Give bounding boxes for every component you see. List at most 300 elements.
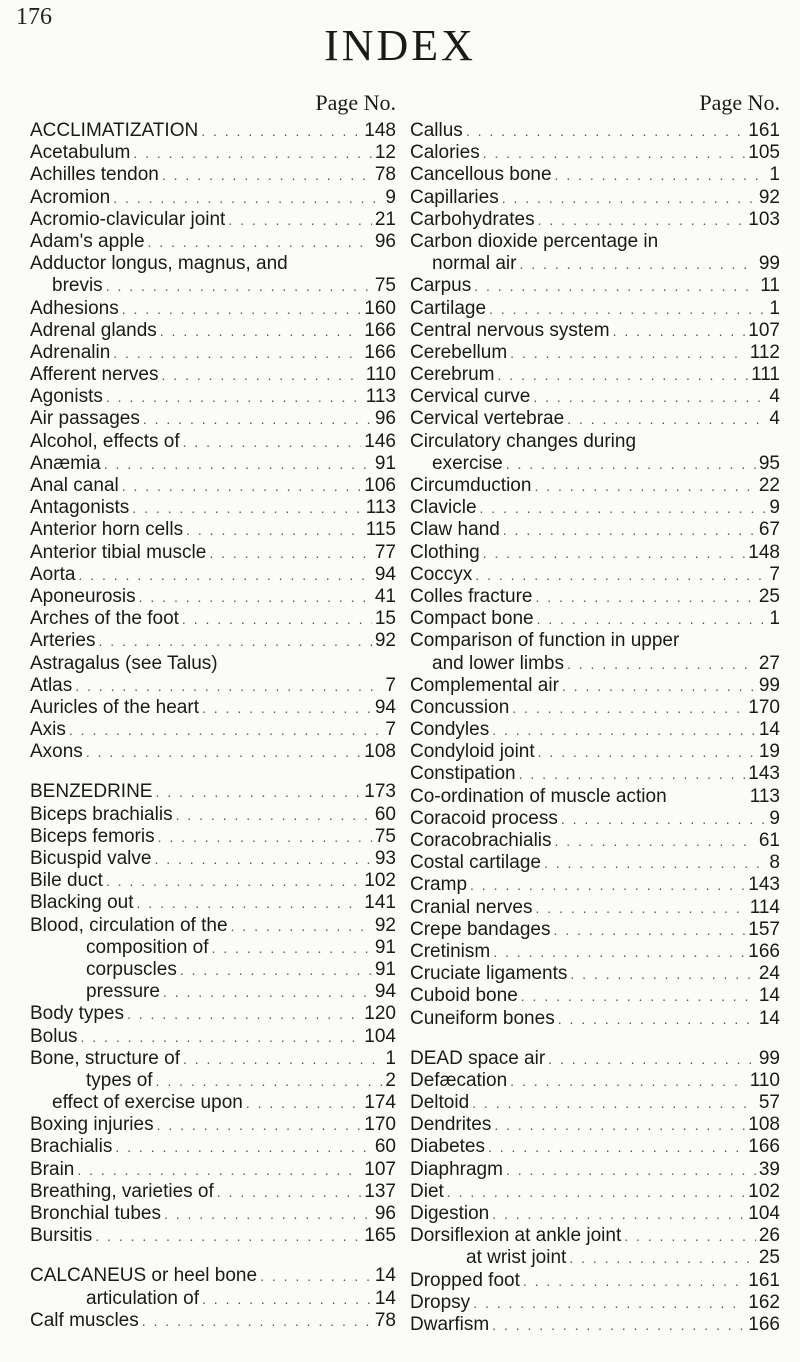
entry-term: Compact bone: [410, 608, 534, 630]
entry-page: 91: [374, 936, 396, 958]
entry-page: 15: [374, 608, 396, 630]
index-entry: [410, 1270, 780, 1292]
index-entry: [30, 741, 396, 763]
entry-term: Agonists: [30, 386, 103, 408]
dot-leader: [156, 1070, 383, 1092]
entry-page: 146: [364, 430, 396, 452]
entry-term: Callus: [410, 120, 463, 141]
entry-page: 8: [769, 852, 780, 874]
entry-term: Dropsy: [410, 1291, 471, 1313]
dot-leader: [104, 453, 372, 475]
dot-leader: [183, 1048, 382, 1070]
index-entry: [30, 675, 396, 697]
dot-leader: [113, 342, 361, 364]
entry-page: 173: [364, 781, 396, 803]
entry-page: 110: [365, 364, 396, 386]
dot-leader: [95, 1225, 361, 1247]
entry-page: 102: [364, 870, 396, 892]
entry-page: 113: [749, 785, 780, 807]
index-entry: [30, 320, 396, 342]
dot-leader: [231, 915, 372, 937]
index-entry: [30, 892, 396, 914]
index-entry: [30, 1310, 396, 1332]
entry-page: 19: [758, 741, 780, 763]
entry-term: Central nervous system: [410, 319, 610, 341]
index-entry: [410, 1292, 780, 1314]
entry-term: Cuneiform bones: [410, 1007, 555, 1029]
entry-term: Coracoid process: [410, 807, 558, 829]
index-entry: [30, 1003, 396, 1025]
entry-term: Deltoid: [410, 1092, 470, 1114]
index-entry: [30, 364, 396, 386]
entry-term: Dorsiflexion at ankle joint: [410, 1225, 622, 1247]
entry-page: 96: [374, 1203, 396, 1224]
index-entry: [30, 959, 396, 981]
entry-term: Anterior tibial muscle: [30, 541, 207, 563]
index-entry: [30, 1070, 396, 1092]
entry-page: 4: [769, 408, 780, 430]
entry-term: Biceps brachialis: [30, 803, 173, 825]
index-entry: [30, 870, 396, 892]
entry-page: 2: [385, 1069, 396, 1091]
entry-page: 93: [374, 848, 396, 869]
index-entry: [410, 1203, 780, 1225]
entry-term: Bile duct: [30, 870, 103, 892]
entry-page: 112: [749, 341, 780, 363]
dot-leader: [217, 1181, 362, 1203]
entry-term: Crepe bandages: [410, 918, 551, 940]
index-entry: [410, 1008, 780, 1030]
entry-term: Diabetes: [410, 1136, 485, 1158]
dot-leader: [544, 852, 766, 874]
entry-page: 108: [748, 1114, 780, 1136]
dot-leader: [163, 981, 372, 1003]
entry-page: 113: [365, 386, 396, 408]
dot-leader: [548, 1048, 756, 1070]
entry-term: Concussion: [410, 696, 510, 718]
index-entry: [30, 408, 396, 430]
index-entry: [410, 741, 780, 763]
dot-leader: [447, 1181, 746, 1203]
index-entry: [30, 804, 396, 826]
entry-term: Aorta: [30, 563, 76, 585]
entry-page: 108: [364, 741, 396, 763]
entry-term: at wrist joint: [466, 1247, 567, 1269]
entry-page: 75: [374, 825, 396, 847]
index-entry: [410, 963, 780, 985]
entry-term: Cranial nerves: [410, 896, 533, 918]
dot-leader: [86, 741, 361, 763]
index-entry: [410, 653, 780, 675]
entry-term: Alcohol, effects of: [30, 430, 180, 452]
entry-term: Coracobrachialis: [410, 830, 552, 851]
entry-page: 91: [374, 958, 396, 980]
index-entry: [30, 142, 396, 164]
entry-page: 111: [751, 364, 780, 386]
index-entry: [30, 453, 396, 475]
entry-term: corpuscles: [86, 958, 177, 980]
entry-page: 103: [748, 208, 780, 230]
entry-page: 22: [758, 475, 780, 496]
index-entry: [410, 808, 780, 830]
entry-page: 161: [748, 120, 780, 141]
entry-page: 113: [365, 497, 396, 519]
index-entry: [410, 1314, 780, 1336]
entry-term: Coccyx: [410, 563, 473, 585]
page-title: INDEX: [324, 21, 476, 70]
index-entry: [30, 653, 396, 675]
index-entry: [30, 497, 396, 519]
entry-page: 24: [758, 963, 780, 985]
entry-term: Cuboid bone: [410, 985, 518, 1007]
index-entry: [410, 1181, 780, 1203]
index-entry: [30, 209, 396, 231]
entry-term: Comparison of function in upper: [410, 630, 680, 652]
entry-term: Carbohydrates: [410, 208, 535, 230]
index-entry: [410, 342, 780, 364]
index-entry: [410, 475, 780, 497]
dot-leader: [506, 453, 756, 475]
entry-term: Cervical curve: [410, 386, 531, 408]
index-entry: [410, 142, 780, 164]
entry-page: 77: [374, 541, 396, 563]
index-entry: [410, 608, 780, 630]
dot-leader: [558, 1008, 756, 1030]
entry-term: Arches of the foot: [30, 608, 179, 630]
entry-term: Condyles: [410, 719, 490, 741]
entry-page: 27: [758, 652, 780, 674]
index-entry: [30, 164, 396, 186]
index-entry: [410, 564, 780, 586]
entry-term: Adhesions: [30, 297, 119, 319]
entry-page: 78: [374, 164, 396, 186]
index-entry: [30, 586, 396, 608]
entry-page: 92: [374, 914, 396, 936]
index-entry: [410, 364, 780, 386]
entry-page: 157: [748, 918, 780, 940]
dot-leader: [148, 231, 372, 253]
dot-leader: [533, 386, 766, 408]
entry-page: 12: [374, 142, 396, 164]
entry-term: articulation of: [86, 1287, 200, 1309]
entry-term: Atlas: [30, 674, 73, 696]
index-entry: [410, 209, 780, 231]
entry-page: 170: [364, 1114, 396, 1136]
dot-leader: [506, 1159, 756, 1181]
index-entry: [30, 1265, 396, 1287]
dot-leader: [158, 826, 372, 848]
dot-leader: [246, 1092, 361, 1114]
index-entry: [30, 1048, 396, 1070]
dot-leader: [209, 542, 372, 564]
entry-term: Auricles of the heart: [30, 696, 199, 718]
entry-term: Breathing, varieties of: [30, 1180, 214, 1202]
entry-page: 166: [748, 940, 780, 962]
dot-leader: [154, 848, 371, 870]
entry-term: Clavicle: [410, 497, 477, 519]
index-entry: [410, 675, 780, 697]
dot-leader: [180, 959, 372, 981]
entry-term: Cancellous bone: [410, 164, 552, 186]
entry-term: Astragalus (see Talus): [30, 652, 218, 674]
entry-page: 137: [364, 1180, 396, 1202]
entry-term: Calories: [410, 142, 480, 164]
index-entry: [410, 985, 780, 1007]
entry-page: 78: [374, 1309, 396, 1331]
entry-term: normal air: [432, 253, 517, 275]
index-entry: [410, 298, 780, 320]
dot-leader: [483, 142, 746, 164]
dot-leader: [69, 719, 383, 741]
dot-leader: [537, 608, 767, 630]
index-entry: [410, 586, 780, 608]
index-entry: [30, 630, 396, 652]
entry-page: 115: [365, 519, 396, 541]
dot-leader: [492, 1314, 745, 1336]
entry-page: 102: [748, 1180, 780, 1202]
index-entry: [30, 298, 396, 320]
entry-term: brevis: [52, 275, 103, 297]
dot-leader: [510, 342, 747, 364]
index-entry: [30, 187, 396, 209]
entry-term: Dwarfism: [410, 1313, 490, 1335]
entry-term: Clothing: [410, 541, 480, 563]
entry-term: and lower limbs: [432, 652, 564, 674]
entry-term: Cartilage: [410, 297, 487, 319]
dot-leader: [519, 763, 746, 785]
entry-term: Bursitis: [30, 1225, 93, 1247]
index-entry: [30, 1092, 396, 1114]
index-entry: [410, 231, 780, 253]
dot-leader: [562, 675, 756, 697]
dot-leader: [133, 142, 372, 164]
index-entry: [410, 1225, 780, 1247]
entry-page: 14: [758, 719, 780, 741]
entry-page: 67: [758, 519, 780, 541]
dot-leader: [538, 741, 756, 763]
dot-leader: [155, 781, 361, 803]
index-entry: [410, 719, 780, 741]
entry-page: 94: [374, 981, 396, 1003]
index-entry: [30, 231, 396, 253]
entry-term: Complemental air: [410, 674, 559, 696]
entry-term: Anal canal: [30, 475, 119, 496]
entry-page: 1: [385, 1047, 396, 1069]
dot-leader: [502, 187, 756, 209]
index-entry: [410, 897, 780, 919]
dot-leader: [521, 985, 756, 1007]
dot-leader: [186, 519, 363, 541]
dot-leader: [512, 697, 745, 719]
entry-page: 14: [758, 985, 780, 1007]
index-entry: [30, 1203, 396, 1225]
entry-term: Brain: [30, 1158, 75, 1180]
entry-term: CALCANEUS or heel bone: [30, 1265, 258, 1287]
entry-term: Aponeurosis: [30, 585, 136, 607]
entry-term: Colles fracture: [410, 585, 533, 607]
dot-leader: [164, 1203, 372, 1225]
dot-leader: [78, 564, 371, 586]
entry-term: Circumduction: [410, 475, 532, 496]
index-entry: [410, 786, 780, 808]
entry-term: Constipation: [410, 763, 516, 785]
dot-leader: [493, 941, 745, 963]
dot-leader: [81, 1026, 362, 1048]
dot-leader: [492, 719, 756, 741]
entry-page: 106: [364, 475, 396, 496]
entry-page: 39: [758, 1158, 780, 1180]
entry-page: 143: [748, 874, 780, 896]
entry-term: Bicuspid valve: [30, 848, 152, 869]
dot-leader: [519, 253, 755, 275]
entry-term: Acetabulum: [30, 142, 131, 164]
dot-leader: [157, 1114, 362, 1136]
dot-leader: [483, 542, 746, 564]
entry-page: 99: [758, 1047, 780, 1069]
dot-leader: [489, 298, 766, 320]
index-entry: [410, 1136, 780, 1158]
entry-page: 9: [385, 186, 396, 208]
entry-page: 9: [769, 807, 780, 829]
entry-term: Dendrites: [410, 1114, 492, 1136]
index-entry: [30, 1288, 396, 1310]
entry-page: 161: [748, 1269, 780, 1291]
entry-term: Air passages: [30, 408, 140, 430]
index-entry: [30, 386, 396, 408]
entry-page: 166: [748, 1313, 780, 1335]
entry-page: 148: [364, 120, 396, 141]
entry-term: Blacking out: [30, 892, 134, 914]
entry-page: 60: [374, 1136, 396, 1158]
entry-term: Cruciate ligaments: [410, 963, 568, 985]
index-entry: [30, 342, 396, 364]
index-entry: [30, 1181, 396, 1203]
dot-leader: [567, 653, 756, 675]
dot-leader: [570, 963, 756, 985]
entry-term: Bone, structure of: [30, 1047, 180, 1069]
entry-term: types of: [86, 1069, 153, 1091]
dot-leader: [162, 364, 363, 386]
entry-page: 14: [374, 1265, 396, 1287]
index-entry: [30, 564, 396, 586]
dot-leader: [475, 564, 766, 586]
entry-page: 61: [758, 830, 780, 851]
entry-page: 96: [374, 408, 396, 430]
dot-leader: [142, 1310, 372, 1332]
dot-leader: [106, 275, 372, 297]
dot-leader: [122, 298, 362, 320]
dot-leader: [488, 1136, 745, 1158]
dot-leader: [569, 1247, 756, 1269]
entry-page: 4: [769, 386, 780, 408]
dot-leader: [474, 275, 757, 297]
page-number: 176: [16, 4, 52, 30]
dot-leader: [523, 1270, 745, 1292]
entry-list: [410, 120, 780, 1336]
index-entry: [410, 1070, 780, 1092]
entry-page: 160: [364, 297, 396, 319]
entry-page: 165: [364, 1225, 396, 1247]
entry-term: Antagonists: [30, 497, 130, 519]
entry-page: 7: [769, 563, 780, 585]
entry-term: Cramp: [410, 874, 468, 896]
index-entry: [30, 697, 396, 719]
index-entry: [30, 253, 396, 275]
entry-term: Capillaries: [410, 186, 499, 208]
column-header: Page No.: [699, 90, 780, 115]
dot-leader: [183, 431, 362, 453]
entry-page: 9: [769, 497, 780, 519]
index-entry: [30, 1026, 396, 1048]
index-entry: [30, 1225, 396, 1247]
dot-leader: [115, 1136, 371, 1158]
entry-page: 166: [364, 319, 396, 341]
entry-term: Bolus: [30, 1025, 78, 1047]
index-entry: [410, 519, 780, 541]
entry-term: Digestion: [410, 1203, 490, 1224]
entry-page: 107: [748, 319, 780, 341]
entry-page: 104: [748, 1203, 780, 1224]
entry-term: Carpus: [410, 275, 472, 297]
dot-leader: [554, 919, 746, 941]
index-entry: [410, 1048, 780, 1070]
index-entry: [410, 320, 780, 342]
index-entry: [410, 120, 780, 142]
entry-term: Cerebrum: [410, 364, 495, 386]
entry-page: 60: [374, 803, 396, 825]
entry-page: 114: [749, 896, 780, 918]
entry-page: 95: [758, 452, 780, 474]
dot-leader: [182, 608, 372, 630]
entry-term: ACCLIMATIZATION: [30, 120, 199, 141]
entry-page: 166: [748, 1136, 780, 1158]
entry-term: Dropped foot: [410, 1269, 520, 1291]
dot-leader: [510, 1070, 747, 1092]
index-entry: [410, 164, 780, 186]
dot-leader: [466, 120, 745, 142]
entry-term: Blood, circulation of the: [30, 914, 228, 936]
entry-page: 41: [374, 585, 396, 607]
index-entry: [30, 120, 396, 142]
index-entry: [30, 915, 396, 937]
index-entry: [410, 453, 780, 475]
entry-term: Adam's apple: [30, 230, 145, 252]
dot-leader: [228, 209, 372, 231]
index-entry: [410, 431, 780, 453]
index-entry: [30, 1114, 396, 1136]
entry-term: Adrenalin: [30, 341, 111, 363]
entry-term: Claw hand: [410, 519, 500, 541]
entry-term: Adductor longus, magnus, and: [30, 253, 288, 275]
entry-page: 94: [374, 696, 396, 718]
entry-term: Calf muscles: [30, 1309, 139, 1331]
index-entry: [30, 608, 396, 630]
dot-leader: [260, 1265, 372, 1287]
index-column-right: [410, 90, 780, 1336]
entry-page: 14: [374, 1287, 396, 1309]
entry-term: DEAD space air: [410, 1047, 546, 1069]
entry-page: 166: [364, 341, 396, 363]
dot-leader: [127, 1003, 361, 1025]
entry-term: Circulatory changes during: [410, 430, 637, 452]
entry-page: 1: [769, 297, 780, 319]
dot-leader: [139, 586, 372, 608]
dot-leader: [75, 675, 382, 697]
entry-term: pressure: [86, 981, 160, 1003]
entry-term: Co-ordination of muscle action: [410, 785, 667, 807]
entry-term: Axis: [30, 719, 66, 741]
entry-page: 96: [374, 230, 396, 252]
